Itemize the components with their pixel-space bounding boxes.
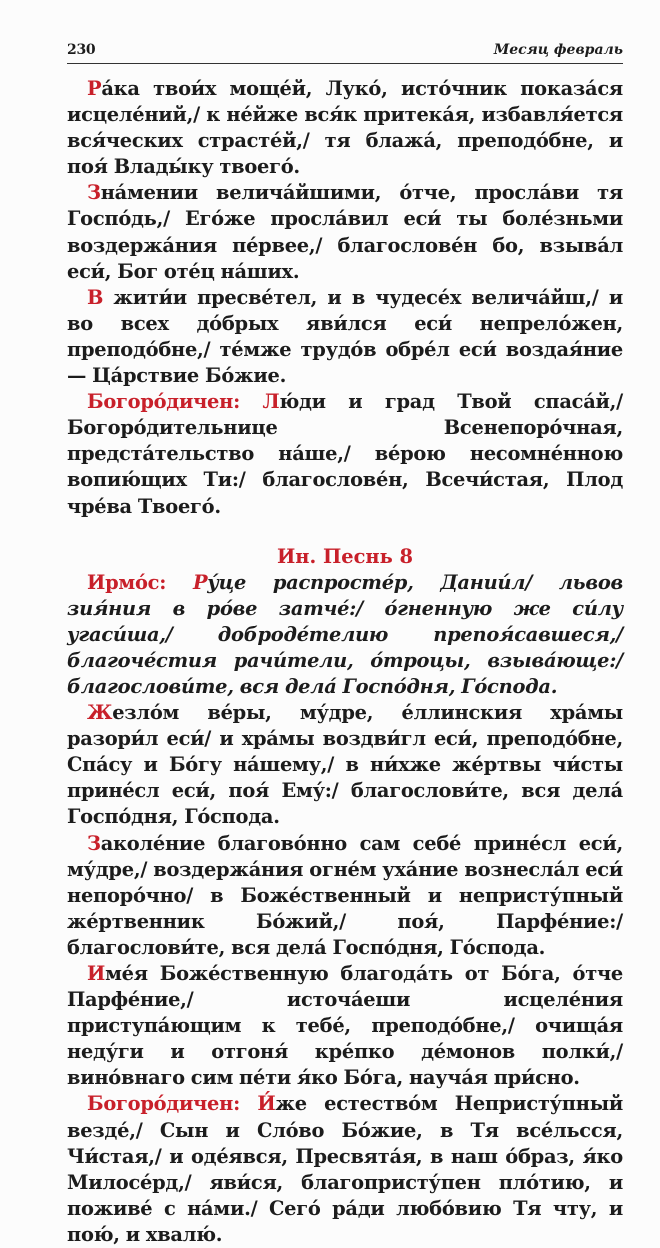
troparion <box>67 180 623 284</box>
running-title: Месяц февраль <box>493 42 623 58</box>
drop-initial: И́ <box>257 1092 276 1116</box>
troparion <box>67 831 623 961</box>
page-header <box>67 33 623 64</box>
troparion-text: а́ка твои́х моще́й, Луко́, исто́чник показа́ся исцеле́ний,/ к не́йже вся́к притека́я, избавля́ется вся́ческих страсте́й,/ тя блажа́, преподо́бне, и поя́ Влады́ку твоего́. <box>67 77 623 179</box>
troparion-text: ме́я Боже́ственную благода́ть от Бо́га, о́тче Парфе́ние,/ источа́еши исцеле́ния приступа́ющим к тебе́, преподо́бне,/ очища́я неду́ги и отгоня́ кре́пко де́монов полки́,/ вино́внаго сим пе́ти я́ко Бо́га, науча́я при́сно. <box>67 962 623 1090</box>
drop-initial: В <box>87 285 104 309</box>
irmos-text: у́це распросте́р, Дании́л/ львов зия́ния в ро́ве затче́:/ о́гненную же си́лу угаси́ша,/ доброде́телию препоя́савшеся,/ благоче́стия рачи́тели, о́троцы, взыва́юще:/ благослови́те, вся дела́ Госпо́дня, Го́спода. <box>67 570 623 698</box>
troparion-text: на́мении велича́йшими, о́тче, просла́ви тя Госпо́дь,/ Его́же просла́вил еси́ ты боле́зньми воздержа́ния пе́рвее,/ благослове́н бо, взыва́л еси́, Бог оте́ц на́ших. <box>67 181 623 283</box>
theotokion <box>67 389 623 519</box>
drop-initial: З <box>87 831 101 855</box>
troparion-text: езло́м ве́ры, му́дре, е́ллинския хра́мы разори́л еси́/ и хра́мы воздви́гл еси́, преподо́бне, Спа́су и Бо́гу на́шему,/ в ни́хже же́ртвы чи́сты прине́сл еси́, поя́ Ему́:/ благослови́те, вся дела́ Госпо́дня, Го́спода. <box>67 701 623 829</box>
rubric-label: Богоро́дичен: <box>87 390 263 414</box>
drop-initial: И <box>87 962 106 985</box>
book-page <box>67 33 623 1248</box>
troparion <box>67 76 623 180</box>
drop-initial: Р <box>192 570 208 594</box>
troparion <box>67 700 623 830</box>
theotokion-text: ю́ди и град Твой спаса́й,/ Богоро́дительнице Всенепоро́чная, предста́тельство на́ше,/ ве́рою несомне́нною вопию́щих Ти:/ благослове́н, Всечи́стая, Плод чре́ва Твоего́. <box>67 390 624 518</box>
ode-heading: Ин. Песнь 8 <box>276 544 414 568</box>
drop-initial: Р <box>87 77 102 100</box>
theotokion-text: же естество́м Непристу́пный везде́,/ Сын и Сло́во Бо́жие, в Тя все́льсся, Чи́стая,/ и оде́явся, Пресвята́я, в наш о́браз, я́ко Милосе́рд,/ яви́ся, благопристу́пен пло́тию, и поживе́ с на́ми./ Сего́ ра́ди любо́вию Тя чту, и пою́, и хвалю́. <box>67 1092 624 1246</box>
page-content <box>67 76 623 1248</box>
theotokion <box>67 1091 623 1248</box>
irmos-label: Ирмо́с: <box>87 570 193 594</box>
troparion <box>67 961 623 1091</box>
drop-initial: З <box>87 181 101 205</box>
drop-initial: Ж <box>87 701 113 725</box>
drop-initial: Л <box>262 390 280 414</box>
troparion-text: жити́и пресве́тел, и в чудесе́х велича́йш,/ и во всех до́брых яви́лся еси́ непрело́жен, преподо́бне,/ те́мже трудо́в обре́л еси́ воздая́ние — Ца́рствие Бо́жие. <box>67 285 623 388</box>
troparion-text: аколе́ние благово́нно сам себе́ прине́сл еси́, му́дре,/ воздержа́ния огне́м уха́ние вознесла́л еси́ непоро́чно/ в Боже́ственный и непристу́пный же́ртвенник Бо́жий,/ поя́, Парфе́ние:/ благослови́те, вся дела́ Госпо́дня, Го́спода. <box>67 831 623 959</box>
troparion <box>67 285 623 389</box>
irmos <box>67 570 623 700</box>
page-number: 230 <box>67 42 96 58</box>
rubric-label: Богоро́дичен: <box>87 1092 258 1116</box>
